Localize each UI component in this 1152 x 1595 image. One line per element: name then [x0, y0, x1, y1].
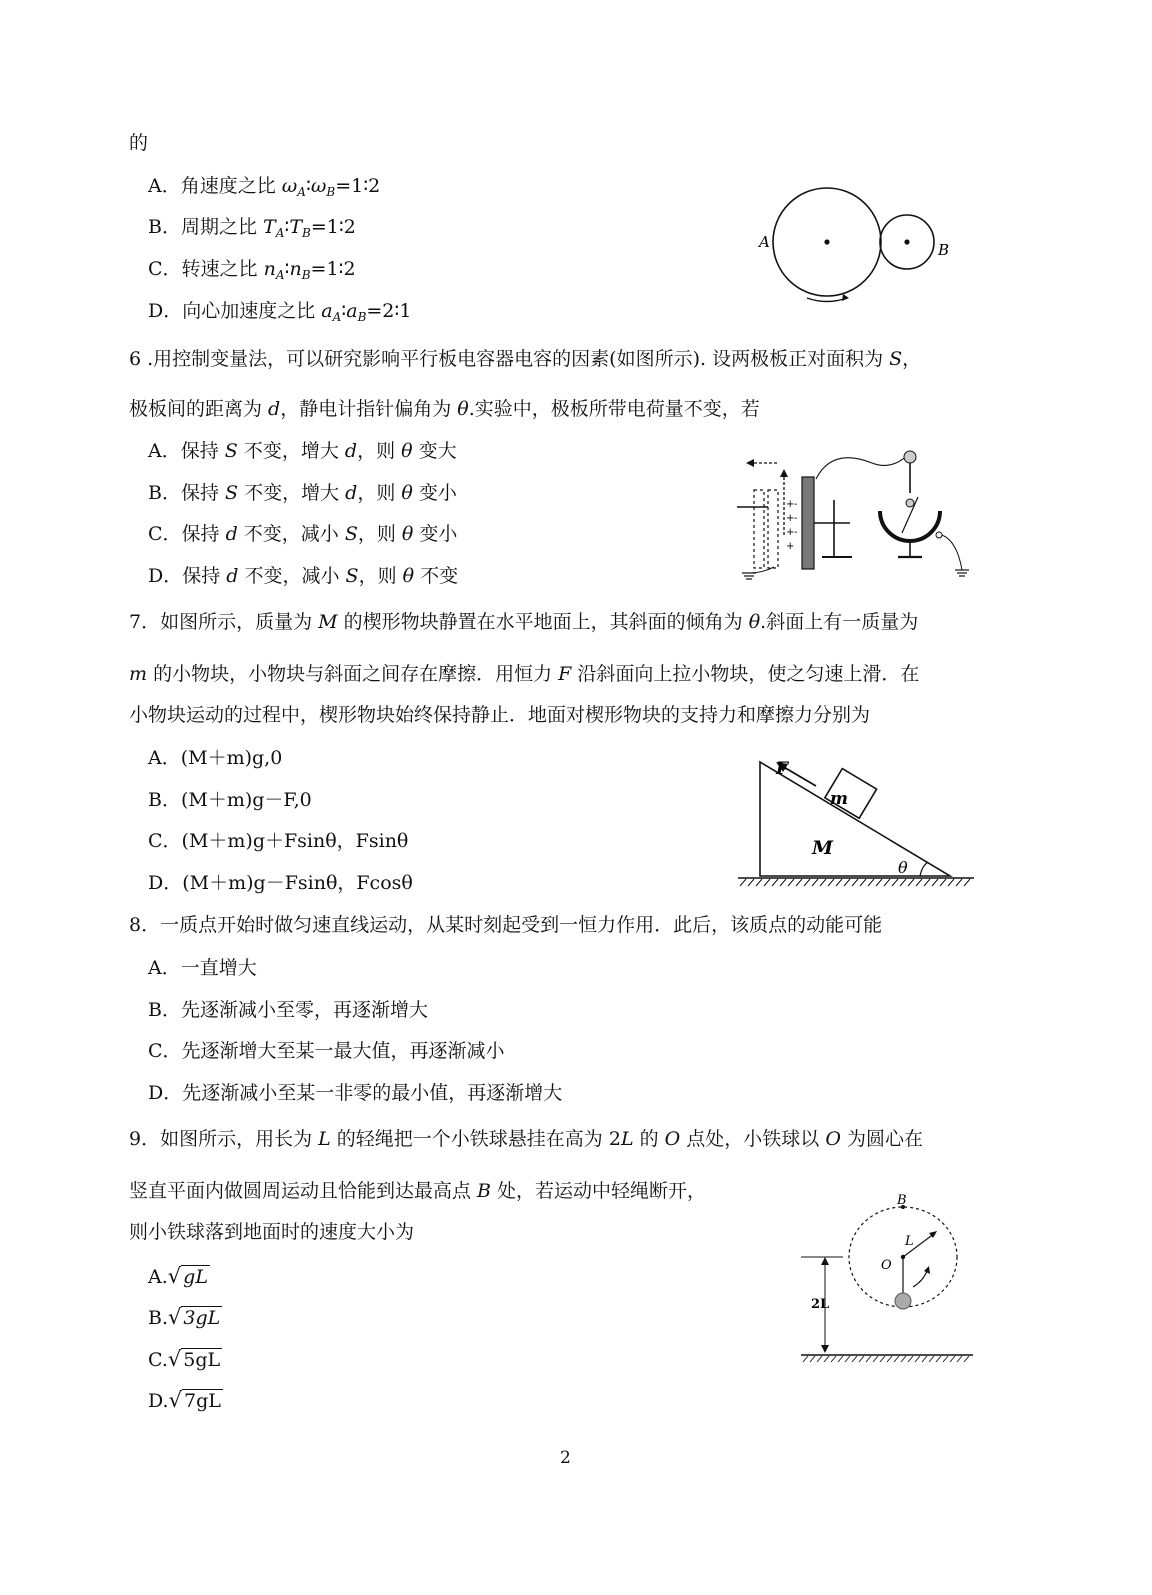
q9-option-a[interactable]: A.√ gL [148, 1264, 208, 1288]
q5-option-a[interactable]: A．角速度之比 $\omega_A∶\omega_B=1∶2$ [148, 175, 381, 199]
q9-stem-line-3: 则小铁球落到地面时的速度大小为 [129, 1221, 415, 1243]
electrometer-knob [904, 451, 916, 463]
q6-option-d[interactable]: D．保持 d 不变，减小 S，则 θ 不变 [148, 565, 459, 587]
gear-a-center [824, 239, 829, 244]
q5-option-b[interactable]: B．周期之比 $T_A∶T_B=1∶2$ [148, 216, 356, 240]
q8-stem: 8．一质点开始时做匀速直线运动，从某时刻起受到一恒力作用．此后，该质点的动能可能 [129, 914, 883, 936]
q9-option-b[interactable]: B.√ 3gL [148, 1305, 221, 1329]
svg-text:-: - [794, 527, 798, 538]
q9-stem-line-2: 竖直平面内做圆周运动且恰能到达最高点 B 处，若运动中轻绳断开， [129, 1180, 707, 1202]
q6-option-a[interactable]: A．保持 S 不变，增大 d，则 θ 变大 [148, 440, 457, 462]
point-b-label: B [897, 1193, 907, 1208]
q5-option-d[interactable]: D．向心加速度之比 $a_A∶a_B=2∶1$ [148, 300, 412, 324]
q6-stem-line-1: 6 .用控制变量法，可以研究影响平行板电容器电容的因素(如图所示). 设两极板正对面积为 S， [129, 348, 922, 370]
q7-stem-line-2: m 的小物块，小物块与斜面之间存在摩擦．用恒力 F 沿斜面向上拉小物块，使之匀速上滑．在 [129, 663, 920, 685]
q6-capacitor-figure [732, 445, 982, 585]
gear-b-label: B [938, 241, 950, 259]
q9-circle-figure [795, 1195, 985, 1370]
movable-plate-dashed [754, 490, 764, 568]
svg-text:+: + [786, 499, 795, 510]
q5-gear-figure [755, 180, 965, 305]
q6-option-c[interactable]: C．保持 d 不变，减小 S，则 θ 变小 [148, 523, 458, 545]
sqrt-symbol: √ 3gL [168, 1305, 221, 1329]
carry-over-text: 的 [129, 132, 149, 154]
svg-text:+: + [786, 527, 795, 538]
q9-option-c[interactable]: C.√ 5gL [148, 1347, 221, 1371]
rotation-arrow-icon [913, 1271, 927, 1287]
svg-text:+: + [786, 541, 795, 552]
q7-stem-line-3: 小物块运动的过程中，楔形物块始终保持静止．地面对楔形物块的支持力和摩擦力分别为 [129, 704, 871, 726]
q7-option-c[interactable]: C．(M＋m)g＋Fsinθ，Fsinθ [148, 830, 409, 852]
q8-option-d[interactable]: D．先逐渐减小至某一非零的最小值，再逐渐增大 [148, 1082, 563, 1104]
block-mass-label: m [830, 789, 848, 809]
sqrt-symbol: √ 7gL [168, 1388, 221, 1412]
q9-option-d[interactable]: D.√ 7gL [148, 1388, 221, 1412]
q7-option-d[interactable]: D．(M＋m)g－Fsinθ，Fcosθ [148, 872, 413, 894]
q8-option-a[interactable]: A．一直增大 [148, 957, 257, 979]
q6-stem-line-2: 极板间的距离为 d，静电计指针偏角为 θ.实验中，极板所带电荷量不变，若 [129, 398, 760, 420]
fixed-plate [802, 477, 814, 569]
iron-ball [895, 1293, 911, 1309]
q6-option-b[interactable]: B．保持 S 不变，增大 d，则 θ 变小 [148, 482, 457, 504]
length-l-label: L [905, 1234, 914, 1249]
q7-stem-line-1: 7．如图所示，质量为 M 的楔形物块静置在水平地面上，其斜面的倾角为 θ.斜面上有一质量为 [129, 611, 919, 633]
wedge-mass-label: M [812, 837, 834, 859]
rotation-arrow-icon [807, 298, 847, 302]
page-number: 2 [560, 1448, 571, 1468]
angle-theta-label: θ [898, 858, 908, 877]
gear-a-label: A [759, 233, 770, 251]
force-label: F [776, 759, 789, 779]
q8-option-b[interactable]: B．先逐渐减小至零，再逐渐增大 [148, 999, 428, 1021]
q8-option-c[interactable]: C．先逐渐增大至某一最大值，再逐渐减小 [148, 1040, 505, 1062]
svg-text:-: - [794, 513, 798, 524]
q7-wedge-figure [732, 752, 982, 892]
height-label: 2L [811, 1297, 830, 1312]
q5-option-c[interactable]: C．转速之比 $n_A∶n_B=1∶2$ [148, 258, 356, 282]
point-o-label: O [881, 1258, 892, 1273]
sqrt-symbol: √ 5gL [167, 1347, 221, 1371]
sqrt-symbol: √ gL [167, 1264, 208, 1288]
q7-option-b[interactable]: B．(M＋m)g－F,0 [148, 789, 312, 811]
svg-text:+: + [786, 513, 795, 524]
q7-option-a[interactable]: A．(M＋m)g,0 [148, 747, 283, 769]
q9-stem-line-1: 9．如图所示，用长为 L 的轻绳把一个小铁球悬挂在高为 2L 的 O 点处，小铁球以 O 为圆心在 [129, 1128, 923, 1150]
svg-text:-: - [794, 499, 798, 510]
gear-b-center [904, 239, 909, 244]
